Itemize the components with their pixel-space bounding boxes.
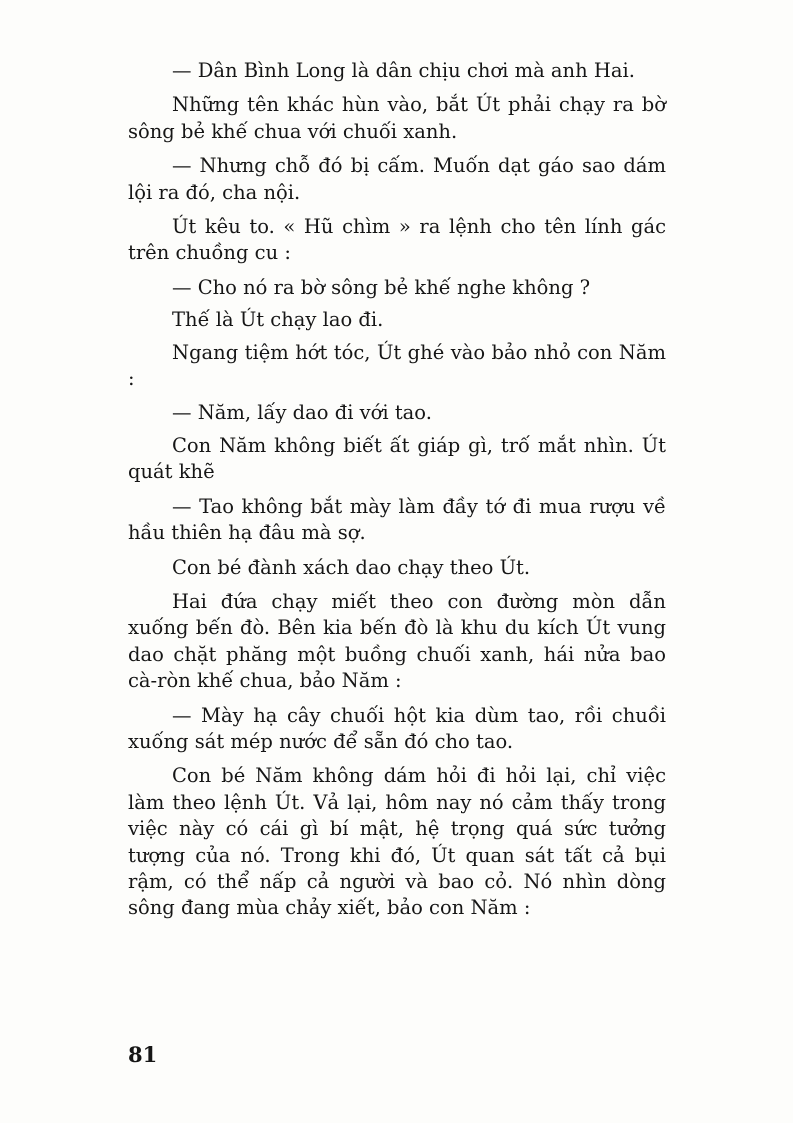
paragraph-6: Thế là Út chạy lao đi. — [172, 308, 384, 332]
paragraph-7: Ngang tiệm hớt tóc, Út ghé vào bảo nhỏ con Năm : — [128, 340, 666, 391]
paragraph-12: Hai đứa chạy miết theo con đường mòn dẫn xuống bến đò. Bên kia bến đò là khu du kích Út vung dao chặt phăng một buồng chuối xanh, hái nửa bao cà-ròn khế chua, bảo Năm : — [128, 589, 666, 693]
paragraph-11: Con bé đành xách dao chạy theo Út. — [172, 555, 531, 579]
paragraph-13: — Mày hạ cây chuối hột kia dùm tao, rồi chuồi xuống sát mép nước để sẵn đó cho tao. — [128, 703, 666, 753]
paragraph-10: — Tao không bắt mày làm đầy tớ đi mua rượu về hầu thiên hạ đâu mà sợ. — [128, 494, 666, 545]
paragraph-8: — Năm, lấy dao đi với tao. — [172, 401, 432, 425]
page-body-text — [128, 58, 666, 930]
paragraph-4: Út kêu to. « Hũ chìm » ra lệnh cho tên lính gác trên chuồng cu : — [128, 215, 666, 265]
paragraph-1: — Dân Bình Long là dân chịu chơi mà anh Hai. — [172, 59, 635, 82]
paragraph-5: — Cho nó ra bờ sông bẻ khế nghe không ? — [172, 275, 591, 299]
page-number: 81 — [128, 1042, 158, 1067]
paragraph-14: Con bé Năm không dám hỏi đi hỏi lại, chỉ việc làm theo lệnh Út. Vả lại, hôm nay nó cảm thấy trong việc này có cái gì bí mật, hệ trọng quá sức tưởng tượng của nó. Trong khi đó, Út quan sát tất cả bụi rậm, có thể nấp cả người và bao cỏ. Nó nhìn dòng sông đang mùa chảy xiết, bảo con Năm : — [128, 764, 666, 920]
paragraph-9: Con Năm không biết ất giáp gì, trố mắt nhìn. Út quát khẽ — [128, 433, 666, 484]
paragraph-2: Những tên khác hùn vào, bắt Út phải chạy ra bờ sông bẻ khế chua với chuối xanh. — [128, 93, 666, 143]
paragraph-3: — Nhưng chỗ đó bị cấm. Muốn dạt gáo sao dám lội ra đó, cha nội. — [128, 154, 666, 204]
